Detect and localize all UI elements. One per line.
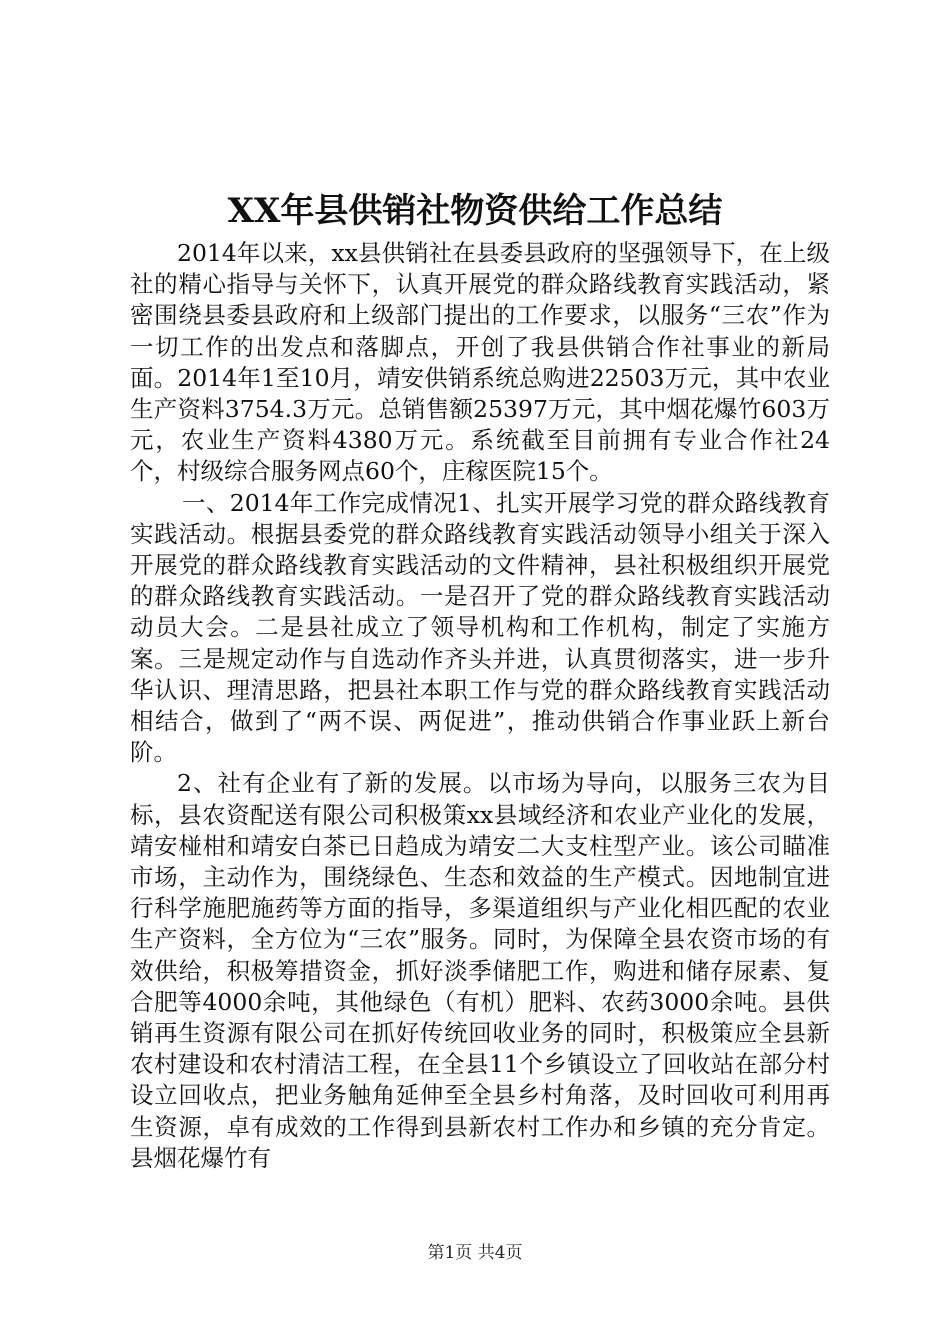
document-body xyxy=(130,238,830,1174)
page-footer: 第1页 共4页 xyxy=(427,1243,523,1263)
paragraph-section-one: 一、2014年工作完成情况1、扎实开展学习党的群众路线教育实践活动。根据县委党的群众路线教育实践活动领导小组关于深入开展党的群众路线教育实践活动的文件精神，县社积极组织开展党的群众路线教育实践活动。一是召开了党的群众路线教育实践活动动员大会。二是县社成立了领导机构和工作机构，制定了实施方案。三是规定动作与自选动作齐头并进，认真贯彻落实，进一步升华认识、理清思路，把县社本职工作与党的群众路线教育实践活动相结合，做到了“两不误、两促进”，推动供销合作事业跃上新台阶。 xyxy=(130,488,830,767)
paragraph-section-two: 2、社有企业有了新的发展。以市场为导向，以服务三农为目标，县农资配送有限公司积极策xx县域经济和农业产业化的发展，靖安椪柑和靖安白茶已日趋成为靖安二大支柱型产业。该公司瞄准市场，主动作为，围绕绿色、生态和效益的生产模式。因地制宜进行科学施肥施药等方面的指导，多渠道组织与产业化相匹配的农业生产资料，全方位为“三农”服务。同时，为保障全县农资市场的有效供给，积极筹措资金，抓好淡季储肥工作，购进和储存尿素、复合肥等4000余吨，其他绿色（有机）肥料、农药3000余吨。县供销再生资源有限公司在抓好传统回收业务的同时，积极策应全县新农村建设和农村清洁工程，在全县11个乡镇设立了回收站在部分村设立回收点，把业务触角延伸至全县乡村角落，及时回收可利用再生资源，卓有成效的工作得到县新农村工作办和乡镇的充分肯定。县烟花爆竹有 xyxy=(130,769,830,1172)
document-title: XX年县供销社物资供给工作总结 xyxy=(227,191,723,231)
paragraph-intro: 2014年以来，xx县供销社在县委县政府的坚强领导下，在上级社的精心指导与关怀下，认真开展党的群众路线教育实践活动，紧密围绕县委县政府和上级部门提出的工作要求，以服务“三农”作为一切工作的出发点和落脚点，开创了我县供销合作社事业的新局面。2014年1至10月，靖安供销系统总购进22503万元，其中农业生产资料3754.3万元。总销售额25397万元，其中烟花爆竹603万元，农业生产资料4380万元。系统截至目前拥有专业合作社24个，村级综合服务网点60个，庄稼医院15个。 xyxy=(130,239,830,486)
